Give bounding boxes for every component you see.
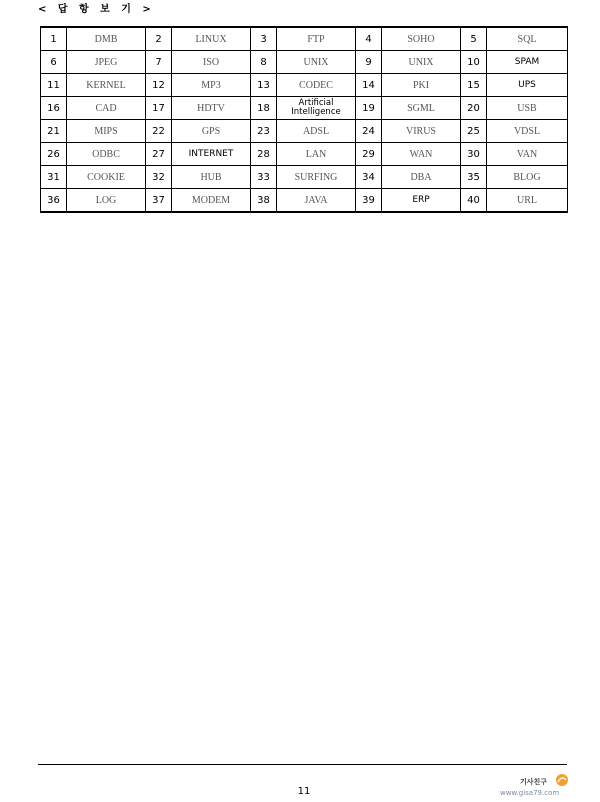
answer-number: 7: [146, 51, 172, 74]
answer-number: 9: [356, 51, 382, 74]
footer-divider: [38, 764, 567, 765]
answer-number: 40: [461, 189, 487, 213]
answer-term: ISO: [172, 51, 251, 74]
answer-number: 10: [461, 51, 487, 74]
answer-number: 12: [146, 74, 172, 97]
answer-number: 28: [251, 143, 277, 166]
answer-term: MIPS: [67, 120, 146, 143]
answer-number: 17: [146, 97, 172, 120]
answer-choices-heading: < 답 항 보 기 >: [38, 4, 155, 15]
answer-term: Artificial Intelligence: [277, 97, 356, 120]
answer-number: 27: [146, 143, 172, 166]
answer-term: UPS: [487, 74, 568, 97]
answer-row: [41, 143, 568, 166]
answer-term: ODBC: [67, 143, 146, 166]
gisa-chingu-logo: [520, 773, 570, 787]
answer-term: JPEG: [67, 51, 146, 74]
logo-mark-icon: [556, 774, 568, 786]
answer-number: 37: [146, 189, 172, 213]
answer-number: 5: [461, 27, 487, 51]
answer-number: 19: [356, 97, 382, 120]
answer-term: CODEC: [277, 74, 356, 97]
answer-term: UNIX: [382, 51, 461, 74]
answer-number: 11: [41, 74, 67, 97]
answer-term: SQL: [487, 27, 568, 51]
answer-number: 14: [356, 74, 382, 97]
answer-choices-table: [40, 26, 568, 213]
answer-row: [41, 189, 568, 213]
answer-number: 30: [461, 143, 487, 166]
answer-number: 25: [461, 120, 487, 143]
answer-term: ERP: [382, 189, 461, 213]
answer-term: URL: [487, 189, 568, 213]
answer-term: HDTV: [172, 97, 251, 120]
answer-term: LOG: [67, 189, 146, 213]
answer-term: UNIX: [277, 51, 356, 74]
answer-term: MP3: [172, 74, 251, 97]
answer-number: 15: [461, 74, 487, 97]
answer-term: FTP: [277, 27, 356, 51]
answer-term: VDSL: [487, 120, 568, 143]
answer-row: [41, 74, 568, 97]
logo-url: www.gisa79.com: [500, 789, 560, 797]
answer-number: 13: [251, 74, 277, 97]
answer-term: INTERNET: [172, 143, 251, 166]
answer-term: COOKIE: [67, 166, 146, 189]
answer-term: DMB: [67, 27, 146, 51]
answer-number: 26: [41, 143, 67, 166]
answer-number: 21: [41, 120, 67, 143]
answer-row: [41, 97, 568, 120]
answer-term: SOHO: [382, 27, 461, 51]
answer-number: 22: [146, 120, 172, 143]
answer-row: [41, 27, 568, 51]
answer-number: 24: [356, 120, 382, 143]
answer-term: SGML: [382, 97, 461, 120]
answer-term: SPAM: [487, 51, 568, 74]
answer-row: [41, 51, 568, 74]
answer-number: 1: [41, 27, 67, 51]
logo-text: 기사친구: [520, 778, 548, 786]
answer-term: JAVA: [277, 189, 356, 213]
answer-number: 32: [146, 166, 172, 189]
answer-number: 16: [41, 97, 67, 120]
answer-term: ADSL: [277, 120, 356, 143]
answer-number: 18: [251, 97, 277, 120]
answer-term: CAD: [67, 97, 146, 120]
answer-term: LAN: [277, 143, 356, 166]
answer-number: 4: [356, 27, 382, 51]
answer-number: 36: [41, 189, 67, 213]
answer-term: KERNEL: [67, 74, 146, 97]
answer-term: VAN: [487, 143, 568, 166]
answer-term: PKI: [382, 74, 461, 97]
page-number: 11: [297, 786, 311, 797]
answer-term: GPS: [172, 120, 251, 143]
answer-number: 2: [146, 27, 172, 51]
answer-term: WAN: [382, 143, 461, 166]
answer-term: USB: [487, 97, 568, 120]
answer-term: BLOG: [487, 166, 568, 189]
answer-row: [41, 120, 568, 143]
answer-number: 38: [251, 189, 277, 213]
answer-number: 33: [251, 166, 277, 189]
answer-row: [41, 166, 568, 189]
answer-term: VIRUS: [382, 120, 461, 143]
answer-number: 3: [251, 27, 277, 51]
answer-number: 34: [356, 166, 382, 189]
answer-number: 39: [356, 189, 382, 213]
answer-number: 6: [41, 51, 67, 74]
answer-number: 20: [461, 97, 487, 120]
answer-term: SURFING: [277, 166, 356, 189]
answer-choices-body: [41, 27, 568, 212]
answer-number: 23: [251, 120, 277, 143]
answer-term: LINUX: [172, 27, 251, 51]
answer-number: 35: [461, 166, 487, 189]
answer-term: HUB: [172, 166, 251, 189]
answer-number: 31: [41, 166, 67, 189]
answer-number: 29: [356, 143, 382, 166]
answer-term: DBA: [382, 166, 461, 189]
answer-term: MODEM: [172, 189, 251, 213]
answer-number: 8: [251, 51, 277, 74]
